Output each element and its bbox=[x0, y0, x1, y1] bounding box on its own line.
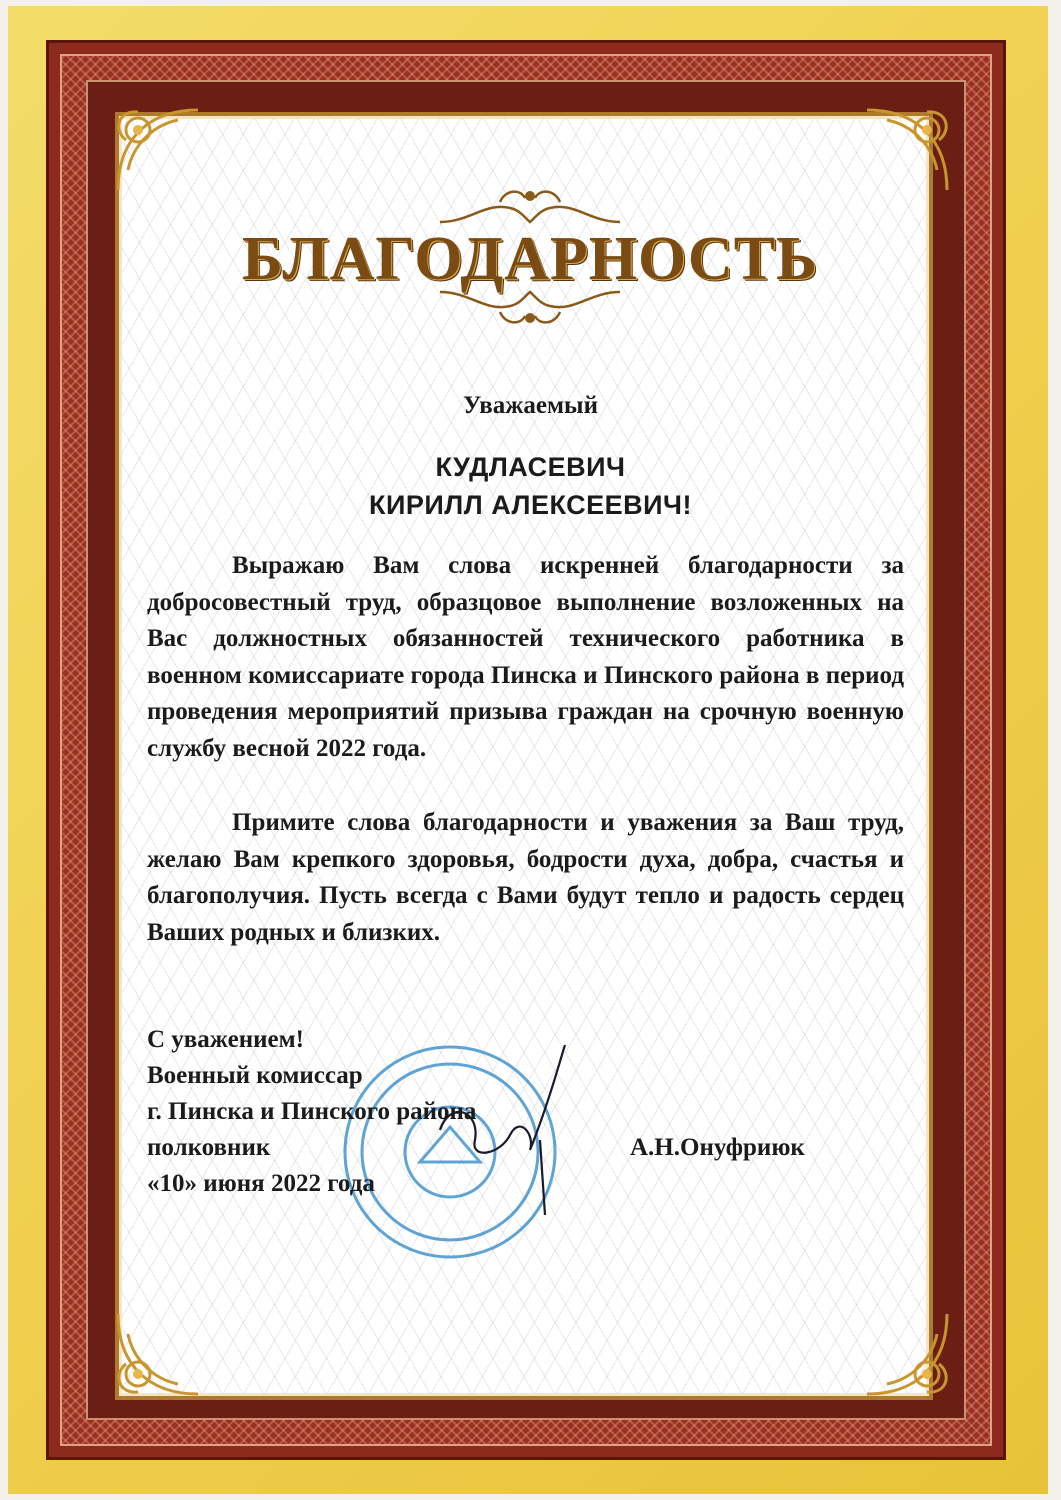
gratitude-paragraph: Выражаю Вам слова искренней благодарности за добросовестный труд, образцовое выполнение возложенных на Вас должностных обязанностей технического работника в военном комиссариате города Пинска и Пинского района в период проведения мероприятий призыва граждан на срочную военную службу весной 2022 года. bbox=[147, 552, 904, 762]
title-flourish-top-icon bbox=[430, 182, 630, 228]
page-title: БЛАГОДАРНОСТЬ bbox=[241, 225, 819, 293]
corner-ornament-icon bbox=[108, 1304, 208, 1404]
greeting: Уважаемый bbox=[463, 392, 598, 419]
position-line-1: Военный комиссар bbox=[147, 1062, 363, 1089]
position-line-2: г. Пинска и Пинского района bbox=[147, 1098, 477, 1125]
signature-block bbox=[147, 1022, 867, 1202]
rank: полковник bbox=[147, 1134, 271, 1161]
signer-name: А.Н.Онуфриюк bbox=[630, 1134, 805, 1161]
recipient-surname: КУДЛАСЕВИЧ bbox=[435, 452, 626, 482]
corner-ornament-icon bbox=[108, 100, 208, 200]
title-flourish-bottom-icon bbox=[430, 286, 630, 332]
date: «10» июня 2022 года bbox=[147, 1170, 375, 1197]
recipient-given-name: КИРИЛЛ АЛЕКСЕЕВИЧ! bbox=[369, 490, 692, 520]
corner-ornament-icon bbox=[857, 100, 957, 200]
closing: С уважением! bbox=[147, 1026, 304, 1053]
wishes-paragraph: Примите слова благодарности и уважения за Ваш труд, желаю Вам крепкого здоровья, бодрости духа, добра, счастья и благополучия. Пусть всегда с Вами будут тепло и радость сердец Ваших родных и близких. bbox=[147, 809, 904, 946]
rank-row bbox=[147, 1130, 867, 1166]
corner-ornament-icon bbox=[857, 1304, 957, 1404]
